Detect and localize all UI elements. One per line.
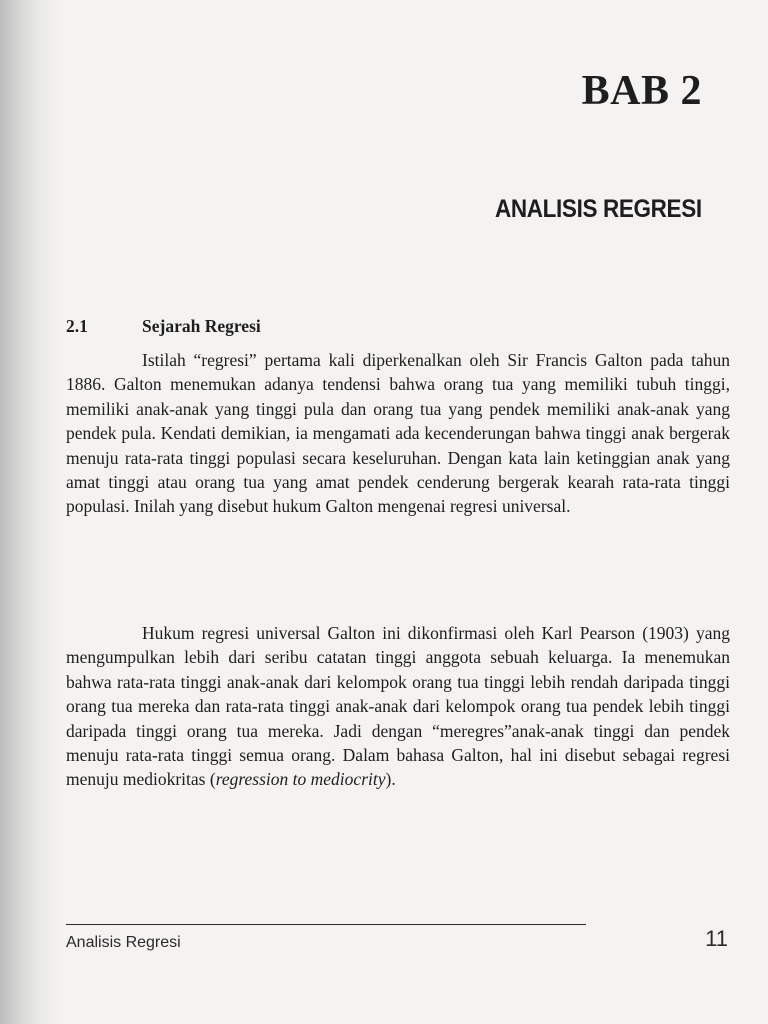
paragraph-1 <box>66 348 730 519</box>
paragraph-2-italic-term: regression to mediocrity <box>215 769 386 790</box>
section-title: Sejarah Regresi <box>142 316 261 336</box>
chapter-title: ANALISIS REGRESI <box>495 195 702 223</box>
paragraph-2 <box>66 621 730 792</box>
section-heading <box>66 316 261 337</box>
paragraph-2-end: ). <box>385 769 396 790</box>
chapter-number: BAB 2 <box>581 68 702 114</box>
section-number: 2.1 <box>66 316 88 336</box>
footer-rule <box>66 924 586 925</box>
paragraph-1-text: Istilah “regresi” pertama kali diperkenalkan oleh Sir Francis Galton pada tahun 1886. Galton menemukan adanya tendensi bahwa orang tua yang memiliki tubuh tinggi, memiliki anak-anak yang tinggi pula dan orang tua yang pendek memiliki anak-anak yang pendek pula. Kendati demikian, ia mengamati ada kecenderungan bahwa tinggi anak bergerak menuju rata-rata tinggi populasi secara keseluruhan. Dengan kata lain ketinggian anak yang amat tinggi atau orang tua yang amat pendek cenderung bergerak kearah rata-rata tinggi populasi. Inilah yang disebut hukum Galton mengenai regresi universal. <box>66 350 730 517</box>
footer-running-title: Analisis Regresi <box>66 934 181 951</box>
page-number: 11 <box>705 926 728 951</box>
paragraph-2-text: Hukum regresi universal Galton ini dikonfirmasi oleh Karl Pearson (1903) yang mengumpulkan lebih dari seribu catatan tinggi anggota sebuah keluarga. Ia menemukan bahwa rata-rata tinggi anak-anak dari kelompok orang tua tinggi lebih rendah daripada tinggi orang tua mereka dan rata-rata tinggi anak-anak dari kelompok orang tua pendek lebih tinggi daripada tinggi orang tua mereka. Jadi dengan “meregres”anak-anak tinggi dan pendek menuju rata-rata tinggi semua orang. Dalam bahasa Galton, hal ini disebut sebagai regresi menuju mediokritas ( <box>66 623 730 790</box>
